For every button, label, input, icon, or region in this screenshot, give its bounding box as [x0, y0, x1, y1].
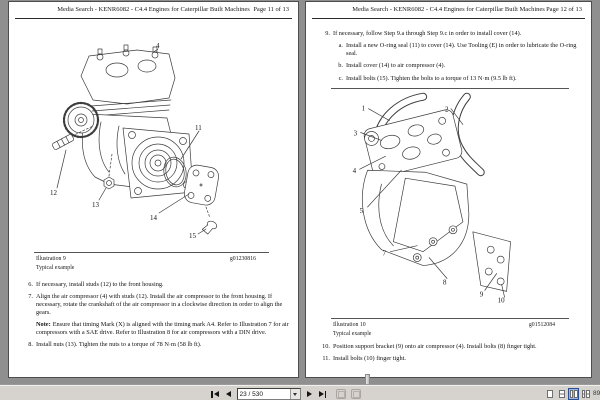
- figure-callout: 2: [445, 105, 449, 114]
- header-rule: [15, 18, 292, 19]
- instruction-steps: [318, 30, 582, 87]
- page-header: [306, 6, 591, 16]
- note-paragraph: [36, 321, 289, 337]
- single-page-layout-button[interactable]: [545, 389, 554, 399]
- illustration-subcaption: Typical example: [333, 331, 372, 337]
- figure-callout: 3: [353, 129, 358, 138]
- previous-page-icon: [226, 391, 231, 397]
- figure-callout: 15: [189, 232, 196, 240]
- status-toolbar: [0, 385, 600, 400]
- substep-letter: a.: [338, 42, 343, 50]
- illustration-10-figure: [306, 92, 591, 314]
- substep-letter: c.: [338, 74, 343, 82]
- figure-callout: 12: [50, 189, 57, 197]
- page-header: [9, 6, 298, 16]
- figure-callout: 4: [352, 167, 357, 176]
- last-page-button[interactable]: [318, 389, 328, 399]
- document-title: Media Search - KENR6082 - C4.4 Engines for Caterpillar Built Machines: [352, 6, 545, 13]
- next-view-button[interactable]: [351, 389, 361, 399]
- instruction-steps: [21, 281, 289, 354]
- facing-pages-layout-button[interactable]: [569, 389, 578, 399]
- step-number: 6.: [28, 281, 33, 288]
- single-page-icon: [547, 390, 553, 398]
- page-left: [8, 1, 299, 378]
- section-rule: [331, 88, 569, 89]
- step-item: [21, 341, 289, 349]
- figure-callout: 10: [497, 296, 505, 305]
- figure-callout: 7: [382, 249, 386, 258]
- air-compressor-exploded-drawing: [9, 22, 298, 248]
- graphic-id: g01512084: [528, 322, 555, 328]
- figure-callout: 1: [361, 104, 366, 113]
- substep-item: [331, 75, 582, 83]
- previous-view-button[interactable]: [336, 389, 346, 399]
- figure-callout: 9: [479, 290, 484, 299]
- substeps: [331, 42, 582, 82]
- zoom-level-text: 89: [593, 390, 600, 397]
- facing-pages-icon: [570, 390, 574, 398]
- continuous-layout-button[interactable]: [557, 389, 566, 399]
- figure-callout: 14: [150, 214, 157, 222]
- step-text: If necessary, follow Step 9.a through Step 9.c in order to install cover (14).: [333, 30, 522, 37]
- illustration-subcaption: Typical example: [36, 265, 75, 271]
- graphic-id: g01230816: [229, 256, 256, 262]
- next-page-icon: [307, 391, 312, 397]
- step-item: [318, 355, 582, 363]
- first-page-button[interactable]: [210, 389, 220, 399]
- first-page-icon: [211, 391, 213, 398]
- previous-view-icon: [338, 391, 345, 398]
- step-text: Position support bracket (9) onto air compressor (4). Install bolts (8) finger tight.: [333, 343, 537, 350]
- continuous-facing-icon: [582, 390, 586, 398]
- document-title: Media Search - KENR6082 - C4.4 Engines for Caterpillar Built Machines: [57, 6, 250, 13]
- step-text: Align the air compressor (4) with studs (12). Install the air compressor to the front housing. If necessary, rotate the crankshaft of the air compressor in a clockwise direction in order to align the gears.: [36, 293, 283, 316]
- substep-text: Install a new O-ring seal (11) to cover (14). Use Tooling (E) in order to lubricate the O-ring seal.: [346, 42, 577, 58]
- chevron-down-icon: [293, 393, 297, 396]
- figure-callout: 8: [443, 278, 447, 287]
- header-rule: [312, 18, 585, 19]
- figure-callout: 11: [195, 124, 202, 132]
- page-number-field[interactable]: [237, 388, 301, 400]
- substep-text: Install cover (14) to air compressor (4).: [346, 62, 446, 70]
- caption-rule: [331, 318, 569, 319]
- substep-letter: b.: [338, 62, 343, 70]
- page-layout-controls: [545, 389, 590, 399]
- continuous-facing-layout-button[interactable]: [581, 389, 590, 399]
- illustration-caption: Illustration 10: [333, 322, 366, 328]
- step-item: [21, 293, 289, 316]
- next-page-button[interactable]: [306, 389, 313, 399]
- page-number-label: Page 12 of 13: [546, 6, 582, 13]
- step-text: If necessary, install studs (12) to the front housing.: [36, 281, 164, 288]
- step-number: 7.: [28, 293, 33, 301]
- substep-text: Install bolts (15). Tighten the bolts to a torque of 13 N·m (9.5 lb ft).: [346, 74, 517, 82]
- page-navigation: [210, 388, 361, 400]
- step-number: 10.: [322, 343, 330, 350]
- continuous-page-icon: [559, 390, 565, 398]
- page-number-input[interactable]: [238, 391, 290, 398]
- figure-callout: 4: [156, 42, 160, 50]
- step-text: Install bolts (10) finger tight.: [333, 355, 406, 363]
- page-field-dropdown[interactable]: [290, 389, 300, 399]
- step-item: [318, 343, 582, 351]
- instruction-steps: [318, 343, 582, 368]
- page-number-label: Page 11 of 13: [253, 6, 289, 13]
- previous-page-button[interactable]: [225, 389, 232, 399]
- step-text: Install nuts (13). Tighten the nuts to a torque of 78 N·m (58 lb ft).: [36, 341, 202, 349]
- step-number: 11.: [322, 355, 330, 363]
- air-compressor-installed-drawing: [306, 92, 591, 314]
- illustration-9-figure: [9, 22, 298, 248]
- page-right: [305, 1, 592, 378]
- step-number: 8.: [28, 341, 33, 349]
- illustration-caption: Illustration 9: [36, 256, 66, 262]
- substep-item: [331, 62, 582, 70]
- note-label: Note:: [36, 321, 51, 329]
- caption-rule: [34, 252, 269, 253]
- step-item: [21, 281, 289, 289]
- step-item: [318, 30, 582, 38]
- last-page-icon: [325, 391, 327, 398]
- figure-callout: 5: [359, 206, 364, 215]
- note-text: Ensure that timing Mark (X) is aligned with the timing mark A4. Refer to Illustration 7 for air compressors with a SAE drive. Refer to Illustration 8 for air compressors with a DIN drive.: [36, 321, 289, 336]
- substep-item: [331, 42, 582, 58]
- figure-callout: 13: [92, 201, 99, 209]
- next-view-icon: [353, 391, 360, 398]
- step-number: 9.: [325, 30, 330, 37]
